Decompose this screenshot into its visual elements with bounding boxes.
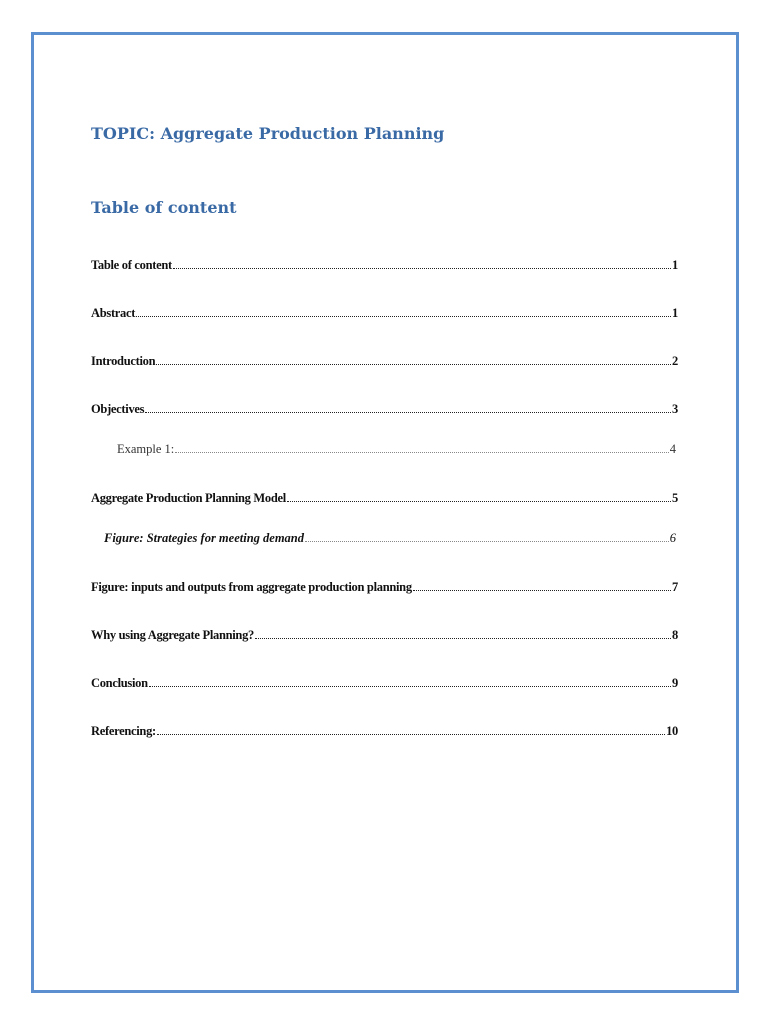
toc-page-number: 8 (672, 628, 678, 642)
toc-entry[interactable] (91, 626, 678, 644)
toc-dot-leader (305, 532, 669, 542)
toc-page-number: 10 (666, 724, 678, 738)
toc-entry-label: Table of content (91, 258, 172, 272)
toc-page-number: 3 (672, 402, 678, 416)
toc-dot-leader (175, 443, 668, 453)
toc-entry[interactable] (91, 674, 678, 692)
toc-heading: Table of content (91, 198, 237, 217)
toc-dot-leader (156, 355, 671, 365)
toc-entry-label: Introduction (91, 354, 156, 368)
toc-dot-leader (173, 259, 671, 269)
toc-page-number: 2 (672, 354, 678, 368)
toc-dot-leader (413, 581, 671, 591)
toc-entry[interactable] (91, 352, 678, 370)
toc-entry[interactable] (91, 256, 678, 274)
topic-heading: TOPIC: Aggregate Production Planning (91, 124, 445, 143)
toc-entry-label: Why using Aggregate Planning? (91, 628, 254, 642)
toc-entry-label: Example 1: (117, 442, 175, 456)
toc-dot-leader (255, 629, 671, 639)
toc-entry[interactable] (91, 400, 678, 418)
toc-page-number: 1 (672, 306, 678, 320)
toc-entry-label: Figure: Strategies for meeting demand (104, 531, 304, 545)
toc-entry-label: Abstract (91, 306, 136, 320)
toc-page-number: 5 (672, 491, 678, 505)
toc-entry[interactable] (91, 304, 678, 322)
toc-entry-label: Objectives (91, 402, 145, 416)
toc-entry-label: Conclusion (91, 676, 148, 690)
toc-entry-label: Aggregate Production Planning Model (91, 491, 286, 505)
toc-dot-leader (136, 307, 671, 317)
toc-entry[interactable] (91, 489, 678, 507)
toc-entry-label: Figure: inputs and outputs from aggregate production planning (91, 580, 412, 594)
toc-dot-leader (145, 403, 671, 413)
toc-dot-leader (149, 677, 671, 687)
toc-entry[interactable] (91, 578, 678, 596)
toc-entry[interactable] (117, 440, 676, 458)
page-border (31, 32, 739, 993)
toc-entry[interactable] (91, 722, 678, 740)
toc-entry[interactable] (104, 529, 676, 547)
toc-dot-leader (287, 492, 671, 502)
toc-entry-label: Referencing: (91, 724, 156, 738)
toc-page-number: 9 (672, 676, 678, 690)
toc-page-number: 4 (669, 442, 676, 456)
toc-page-number: 6 (669, 531, 676, 545)
toc-page-number: 1 (672, 258, 678, 272)
toc-page-number: 7 (672, 580, 678, 594)
toc-dot-leader (157, 725, 665, 735)
